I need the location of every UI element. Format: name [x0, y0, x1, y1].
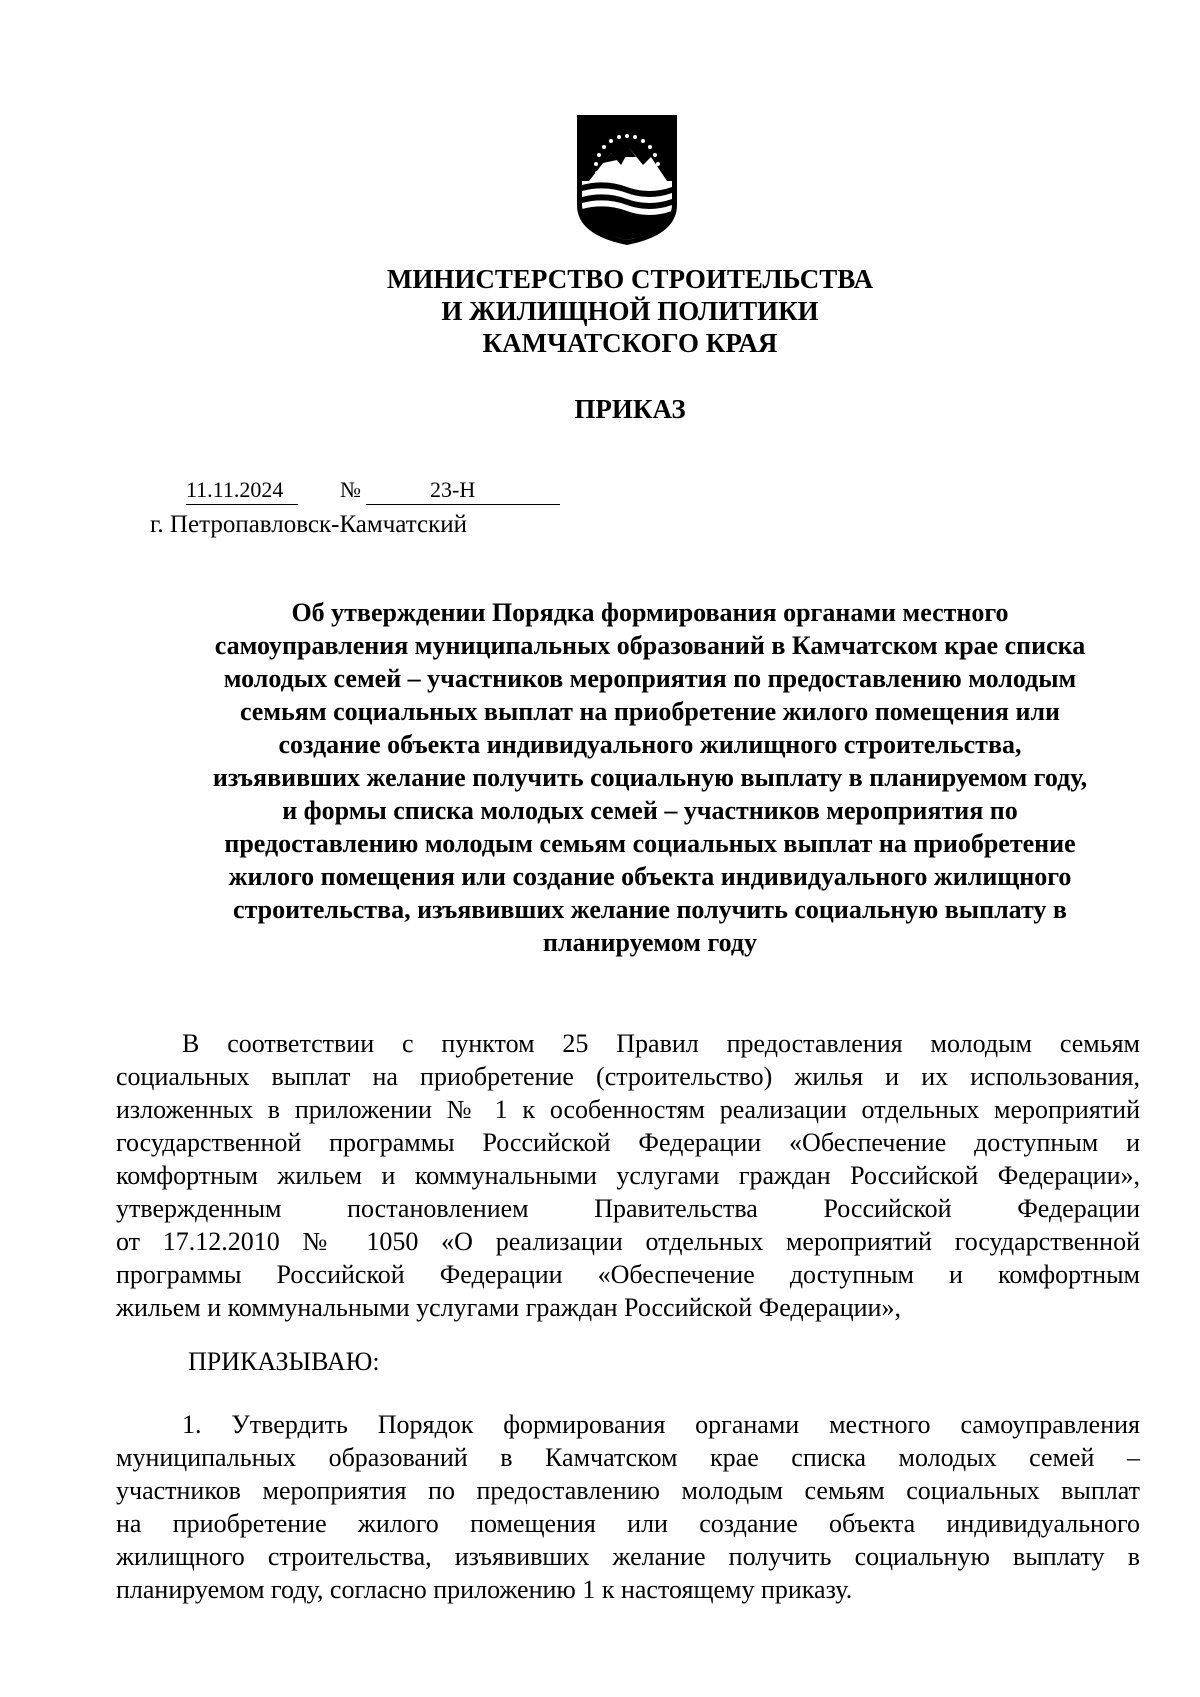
paragraph-line: комфортным жильем и коммунальными услугами граждан Российской Федерации»,	[116, 1161, 1140, 1190]
title-line: Об утверждении Порядка формирования органами местного	[291, 598, 1009, 627]
paragraph-line: государственной программы Российской Федерации «Обеспечение доступным и	[116, 1128, 1140, 1157]
paragraph-line: муниципальных образований в Камчатском крае списка молодых семей –	[116, 1443, 1140, 1472]
order-word: ПРИКАЗЫВАЮ:	[188, 1347, 380, 1376]
title-line: семьям социальных выплат на приобретение жилого помещения или	[239, 697, 1061, 726]
document-date: 11.11.2024	[186, 476, 298, 505]
paragraph-line: участников мероприятия по предоставлению молодым семьям социальных выплат	[116, 1476, 1140, 1505]
title-line: планируемом году	[542, 928, 758, 957]
city-name: г. Петропавловск-Камчатский	[150, 511, 467, 538]
ministry-line: И ЖИЛИЩНОЙ ПОЛИТИКИ	[441, 296, 819, 326]
title-line: молодых семей – участников мероприятия по предоставлению молодым	[223, 664, 1077, 693]
ministry-line: КАМЧАТСКОГО КРАЯ	[482, 328, 778, 358]
paragraph-line: жильем и коммунальными услугами граждан Российской Федерации»,	[116, 1293, 901, 1322]
order-item-1	[116, 1408, 1140, 1606]
paragraph-line: планируемом году, согласно приложению 1 к настоящему приказу.	[116, 1575, 853, 1604]
title-line: и формы списка молодых семей – участников мероприятия по	[282, 796, 1018, 825]
title-line: изъявивших желание получить социальную выплату в планируемом году,	[212, 763, 1088, 792]
paragraph-line: от 17.12.2010 № 1050 «О реализации отдельных мероприятий государственной	[116, 1227, 1140, 1256]
title-line: жилого помещения или создание объекта индивидуального жилищного	[228, 862, 1072, 891]
ministry-line: МИНИСТЕРСТВО СТРОИТЕЛЬСТВА	[386, 264, 874, 294]
title-line: создание объекта индивидуального жилищного строительства,	[278, 730, 1022, 759]
paragraph-line: 1. Утвердить Порядок формирования органами местного самоуправления	[182, 1410, 1140, 1439]
paragraph-line: на приобретение жилого помещения или создание объекта индивидуального	[116, 1509, 1140, 1538]
title-line: предоставлению молодым семьям социальных выплат на приобретение	[224, 829, 1076, 858]
title-line: строительства, изъявивших желание получить социальную выплату в	[233, 895, 1067, 924]
preamble-paragraph	[116, 1027, 1140, 1324]
document-type: ПРИКАЗ	[574, 394, 686, 424]
document-number: 23-Н	[366, 476, 560, 505]
ministry-name	[0, 263, 1200, 359]
title-line: самоуправления муниципальных образований в Камчатском крае списка	[214, 631, 1086, 660]
number-sign: №	[340, 477, 361, 502]
paragraph-line: В соответствии с пунктом 25 Правил предоставления молодым семьям	[182, 1029, 1140, 1058]
document-meta	[150, 476, 560, 506]
kamchatka-coat-of-arms-icon	[575, 113, 679, 247]
paragraph-line: социальных выплат на приобретение (строительство) жилья и их использования,	[116, 1062, 1140, 1091]
paragraph-line: утвержденным постановлением Правительства Российской Федерации	[116, 1194, 1140, 1223]
document-title	[160, 596, 1140, 959]
paragraph-line: жилищного строительства, изъявивших желание получить социальную выплату в	[116, 1542, 1140, 1571]
paragraph-line: программы Российской Федерации «Обеспечение доступным и комфортным	[116, 1260, 1140, 1289]
paragraph-line: изложенных в приложении № 1 к особенностям реализации отдельных мероприятий	[116, 1095, 1140, 1124]
